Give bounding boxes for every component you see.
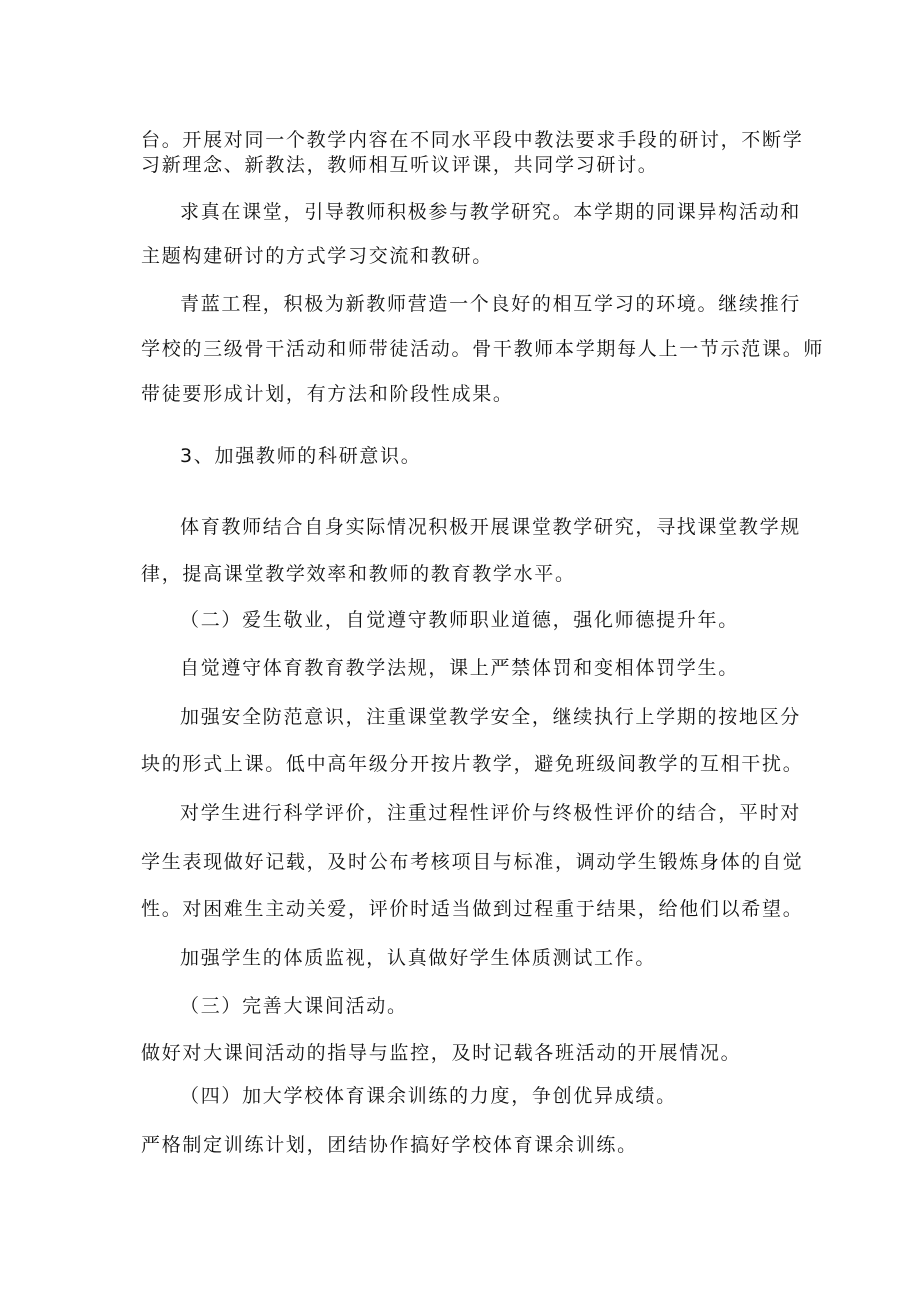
paragraph-line: 学生表现做好记载，及时公布考核项目与标准，调动学生锻炼身体的自觉 — [141, 851, 804, 873]
paragraph-line: 体育教师结合自身实际情况积极开展课堂教学研究，寻找课堂教学规 — [180, 516, 802, 538]
section-heading: （三）完善大课间活动。 — [180, 995, 408, 1017]
paragraph-line: 块的形式上课。低中高年级分开按片教学，避免班级间教学的互相干扰。 — [141, 753, 804, 775]
paragraph-line: 台。开展对同一个教学内容在不同水平段中教法要求手段的研讨，不断学 — [141, 129, 804, 151]
paragraph-line: 带徒要形成计划，有方法和阶段性成果。 — [141, 383, 514, 405]
paragraph-line: 习新理念、新教法，教师相互听议评课，共同学习研讨。 — [141, 154, 659, 176]
paragraph-line: 严格制定训练计划，团结协作搞好学校体育课余训练。 — [141, 1134, 638, 1156]
section-heading: （二）爱生敬业，自觉遵守教师职业道德，强化师德提升年。 — [180, 609, 739, 631]
paragraph-line: 求真在课堂，引导教师积极参与教学研究。本学期的同课异构活动和 — [180, 201, 802, 223]
paragraph-line: 自觉遵守体育教育教学法规，课上严禁体罚和变相体罚学生。 — [180, 657, 739, 679]
paragraph-line: 加强安全防范意识，注重课堂教学安全，继续执行上学期的按地区分 — [180, 706, 802, 728]
paragraph-line: 做好对大课间活动的指导与监控，及时记载各班活动的开展情况。 — [141, 1042, 742, 1064]
paragraph-line: 主题构建研讨的方式学习交流和教研。 — [141, 245, 493, 267]
section-heading: （四）加大学校体育课余训练的力度，争创优异成绩。 — [180, 1085, 677, 1107]
section-heading: 3、加强教师的科研意识。 — [180, 445, 422, 467]
paragraph-line: 学校的三级骨干活动和师带徒活动。骨干教师本学期每人上一节示范课。师 — [141, 338, 825, 360]
paragraph-line: 青蓝工程，积极为新教师营造一个良好的相互学习的环境。继续推行 — [180, 293, 802, 315]
paragraph-line: 加强学生的体质监视，认真做好学生体质测试工作。 — [180, 947, 657, 969]
paragraph-line: 性。对困难生主动关爱，评价时适当做到过程重于结果，给他们以希望。 — [141, 898, 804, 920]
paragraph-line: 对学生进行科学评价，注重过程性评价与终极性评价的结合，平时对 — [180, 802, 802, 824]
paragraph-line: 律，提高课堂教学效率和教师的教育教学水平。 — [141, 563, 576, 585]
